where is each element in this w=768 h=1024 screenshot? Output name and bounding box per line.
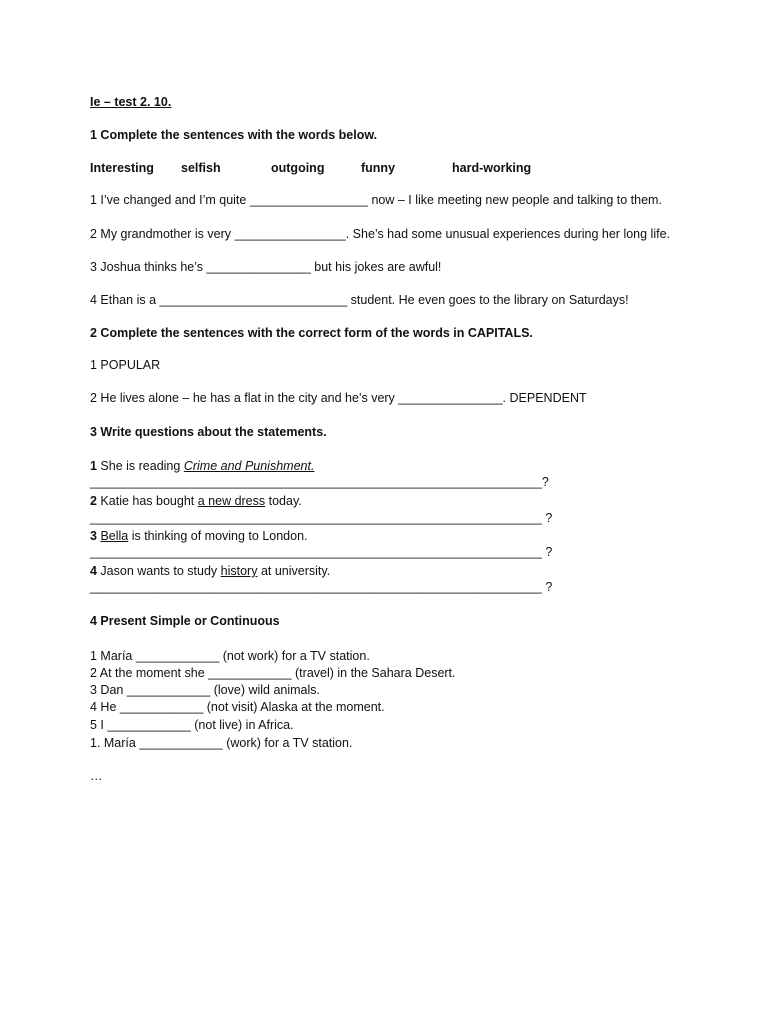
underlined-phrase: Crime and Punishment. — [183, 459, 315, 473]
s3-statement-3 — [90, 528, 308, 544]
s1-item-1: 1 I’ve changed and I’m quite _________________ now – I like meeting new people and talking to them. — [90, 193, 662, 207]
word-bank-item: hard-working — [452, 161, 532, 175]
word-bank-item: funny — [361, 161, 396, 175]
s4-item-4: 4 He ____________ (not visit) Alaska at the moment. — [90, 700, 385, 714]
underlined-phrase: history — [220, 564, 258, 578]
statement-text: today. — [265, 494, 302, 508]
statement-number: 1 — [90, 459, 97, 473]
s4-item-3: 3 Dan ____________ (love) wild animals. — [90, 683, 321, 697]
statement-text: Jason wants to study — [96, 564, 221, 578]
statement-text: is thinking of moving to London. — [128, 529, 308, 543]
statement-text: at university. — [257, 564, 331, 578]
s1-item-3: 3 Joshua thinks he’s _______________ but his jokes are awful! — [90, 260, 442, 274]
s3-statement-2 — [90, 493, 302, 509]
s3-answer-line-2: _________________________________________________________________ ? — [90, 511, 553, 525]
statement-number: 4 — [90, 564, 97, 578]
s3-answer-line-3: _________________________________________________________________ ? — [90, 545, 553, 559]
document-title: Ie – test 2. 10. — [90, 95, 172, 109]
section-1-heading: 1 Complete the sentences with the words below. — [90, 128, 378, 142]
section-3-heading: 3 Write questions about the statements. — [90, 425, 327, 439]
statement-text: She is reading — [96, 459, 184, 473]
s3-answer-line-1: _________________________________________________________________? — [90, 475, 549, 489]
s4-item-1: 1 María ____________ (not work) for a TV station. — [90, 649, 370, 663]
ellipsis: … — [90, 769, 103, 783]
underlined-phrase: Bella — [100, 529, 129, 543]
s2-item-1: 1 POPULAR — [90, 358, 161, 372]
section-2-heading: 2 Complete the sentences with the correct form of the words in CAPITALS. — [90, 326, 533, 340]
word-bank-item: Interesting — [90, 161, 154, 175]
section-4-heading: 4 Present Simple or Continuous — [90, 614, 280, 628]
word-bank-item: selfish — [181, 161, 221, 175]
statement-number: 3 — [90, 529, 97, 543]
s2-item-2: 2 He lives alone – he has a flat in the city and he’s very _______________. DEPENDENT — [90, 391, 587, 405]
s3-answer-line-4: _________________________________________________________________ ? — [90, 580, 553, 594]
s4-item-2: 2 At the moment she ____________ (travel) in the Sahara Desert. — [90, 666, 456, 680]
s3-statement-1 — [90, 458, 314, 474]
s4-item-6: 1. María ____________ (work) for a TV station. — [90, 736, 353, 750]
s3-statement-4 — [90, 563, 330, 579]
s4-item-5: 5 I ____________ (not live) in Africa. — [90, 718, 294, 732]
s1-item-2: 2 My grandmother is very ________________. She’s had some unusual experiences during her long life. — [90, 227, 671, 241]
s1-item-4: 4 Ethan is a ___________________________ student. He even goes to the library on Saturdays! — [90, 293, 629, 307]
statement-number: 2 — [90, 494, 97, 508]
word-bank-item: outgoing — [271, 161, 325, 175]
statement-text: Katie has bought — [96, 494, 198, 508]
underlined-phrase: a new dress — [197, 494, 266, 508]
